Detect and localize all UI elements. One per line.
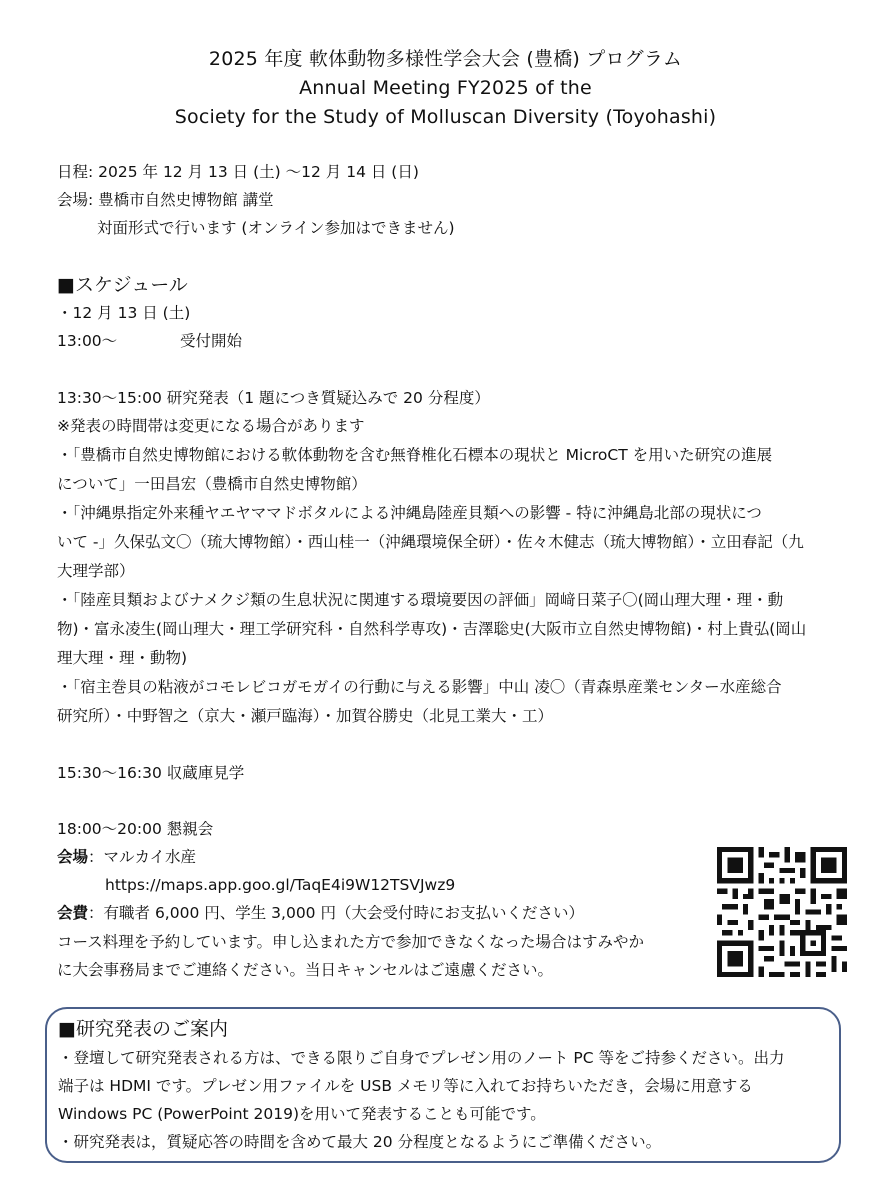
schedule-heading: ■スケジュール — [57, 274, 188, 296]
party-fee-label: 会費 — [57, 904, 89, 922]
event-format: 対面形式で行います (オンライン参加はできません) — [97, 219, 455, 237]
talk-line: 研究所）・中野智之（京大・瀬戸臨海）・加賀谷勝史（北見工業大・工） — [57, 707, 554, 725]
party-venue: ：マルカイ水産 — [88, 848, 197, 866]
reception-time: 13:00～ — [57, 332, 118, 350]
reception-label: 受付開始 — [180, 332, 243, 350]
talk-line: いて -」久保弘文〇（琉大博物館）・西山桂一（沖縄環境保全研）・佐々木健志（琉大博物館）・立田春記（九 — [57, 533, 804, 551]
party-venue-label: 会場 — [57, 848, 89, 866]
talk-line: ・「宿主巻貝の粘液がコモレビコガモガイの行動に与える影響」中山 凌〇（青森県産業センター水産総合 — [57, 678, 782, 696]
guide-heading: ■研究発表のご案内 — [58, 1018, 228, 1040]
title-line-2: Annual Meeting FY2025 of the — [299, 77, 592, 99]
talk-line: ・「沖縄県指定外来種ヤエヤママドボタルによる沖縄島陸産貝類への影響 - 特に沖縄島北部の現状につ — [57, 504, 762, 522]
guide-line: ・研究発表は，質疑応答の時間を含めて最大 20 分程度となるようにご準備ください。 — [58, 1133, 662, 1151]
cancel-note-1: コース料理を予約しています。申し込まれた方で参加できなくなった場合はすみやか — [57, 933, 644, 951]
talk-line: について」一田昌宏（豊橋市自然史博物館） — [57, 475, 367, 493]
party-fee: ：有職者 6,000 円、学生 3,000 円（大会受付時にお支払いください） — [88, 904, 584, 922]
collection-tour: 15:30～16:30 収蔵庫見学 — [57, 764, 245, 782]
qr-code-image — [717, 847, 847, 977]
party-time: 18:00～20:00 懇親会 — [57, 820, 214, 838]
party-fee-row — [57, 899, 584, 927]
talk-line: 大理学部） — [57, 562, 135, 580]
title-line-3: Society for the Study of Molluscan Diversity (Toyohashi) — [174, 106, 717, 128]
title-line-1: 2025 年度 軟体動物多様性学会大会 (豊橋) プログラム — [208, 48, 683, 70]
talk-line: 理大理・理・動物) — [57, 649, 188, 667]
party-venue-row — [57, 843, 196, 871]
talks-header: 13:30～15:00 研究発表（1 題につき質疑込みで 20 分程度） — [57, 389, 490, 407]
talk-line: ・「豊橋市自然史博物館における軟体動物を含む無脊椎化石標本の現状と MicroCT を用いた研究の進展 — [57, 446, 773, 464]
cancel-note-2: に大会事務局までご連絡ください。当日キャンセルはご遠慮ください。 — [57, 961, 554, 979]
event-venue: 会場: 豊橋市自然史博物館 講堂 — [57, 191, 274, 209]
event-date: 日程: 2025 年 12 月 13 日 (土) ～12 月 14 日 (日) — [57, 163, 419, 181]
talk-line: ・「陸産貝類およびナメクジ類の生息状況に関連する環境要因の評価」岡﨑日菜子〇(岡山理大理・理・動 — [57, 591, 784, 609]
talks-note: ※発表の時間帯は変更になる場合があります — [57, 417, 365, 435]
guide-line: Windows PC (PowerPoint 2019)を用いて発表することも可能です。 — [58, 1105, 546, 1123]
schedule-day: ・12 月 13 日 (土) — [57, 304, 191, 322]
talk-line: 物)・富永凌生(岡山理大・理工学研究科・自然科学専攻)・吉澤聡史(大阪市立自然史博物館)・村上貴弘(岡山 — [57, 620, 807, 638]
guide-line: ・登壇して研究発表される方は、できる限りご自身でプレゼン用のノート PC 等をご持参ください。出力 — [58, 1049, 785, 1067]
party-map-link[interactable]: https://maps.app.goo.gl/TaqE4i9W12TSVJwz9 — [105, 876, 456, 894]
guide-line: 端子は HDMI です。プレゼン用ファイルを USB メモリ等に入れてお持ちいただき，会場に用意する — [58, 1077, 753, 1095]
